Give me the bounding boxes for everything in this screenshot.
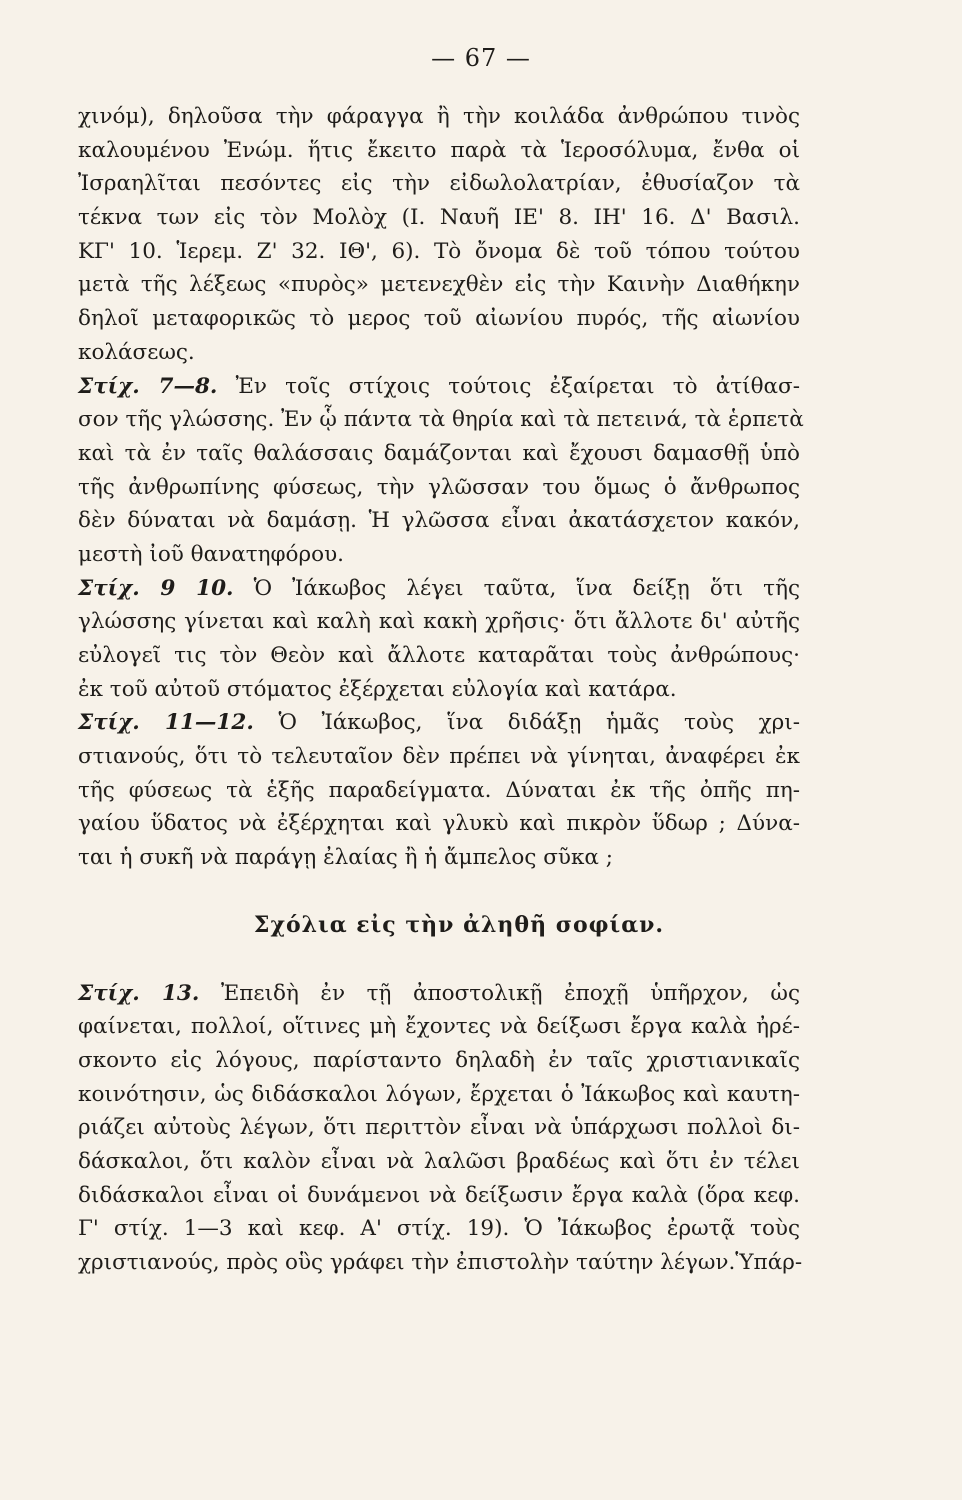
text-line: ΚΓ' 10. Ἱερεμ. Ζ' 32. ΙΘ', 6). Τὸ ὄνομα δὲ τοῦ τόπου τούτου xyxy=(78,238,800,264)
text-line: γαίου ὕδατος νὰ ἐξέρχηται καὶ γλυκὺ καὶ πικρὸν ὕδωρ ; Δύνα- xyxy=(78,811,800,837)
verse-reference: Στίχ. 11—12. xyxy=(78,710,254,736)
text-line: χινόμ), δηλοῦσα τὴν φάραγγα ἢ τὴν κοιλάδα ἀνθρώπου τινὸς xyxy=(78,104,800,129)
text-line: φαίνεται, πολλοί, οἵτινες μὴ ἔχοντες νὰ δείξωσι ἔργα καλὰ ἠρέ- xyxy=(78,1014,800,1040)
verse-reference: Στίχ. 13. xyxy=(78,980,200,1006)
verse-reference: Στίχ. 7—8. xyxy=(78,373,218,399)
paragraph-verses-11-12 xyxy=(78,706,800,874)
text-line: καὶ τὰ ἐν ταῖς θαλάσσαις δαμάζονται καὶ ἔχουσι δαμασθῇ ὑπὸ xyxy=(78,440,800,466)
text-line: μεστὴ ἰοῦ θανατηφόρου. xyxy=(78,541,344,567)
paragraph-verse-13 xyxy=(78,977,803,1280)
text-line: κολάσεως. xyxy=(78,339,195,365)
text-line: μετὰ τῆς λέξεως «πυρὸς» μετενεχθὲν εἰς τὴν Καινὴν Διαθήκην xyxy=(78,272,800,298)
text-line xyxy=(78,572,800,606)
text-line: σον τῆς γλώσσης. Ἐν ᾧ πάντα τὰ θηρία καὶ τὰ πετεινά, τὰ ἑρπετὰ xyxy=(78,407,804,433)
text-line: τῆς φύσεως τὰ ἑξῆς παραδείγματα. Δύναται ἐκ τῆς ὀπῆς πη- xyxy=(78,777,800,803)
text-run: Ἐν τοῖς στίχοις τούτοις ἐξαίρεται τὸ ἀτίθασ- xyxy=(217,373,800,399)
text-line: δὲν δύναται νὰ δαμάσῃ. Ἡ γλῶσσα εἶναι ἀκατάσχετον κακόν, xyxy=(78,508,800,534)
text-line: στιανούς, ὅτι τὸ τελευταῖον δὲν πρέπει νὰ γίνηται, ἀναφέρει ἐκ xyxy=(78,744,800,770)
text-line xyxy=(78,977,800,1011)
text-line: γλώσσης γίνεται καὶ καλὴ καὶ κακὴ χρῆσις· ὅτι ἄλλοτε δι' αὐτῆς xyxy=(78,609,800,635)
page-number: — 67 — xyxy=(431,44,531,72)
text-line: κοινότησιν, ὡς διδάσκαλοι λόγων, ἔρχεται ὁ Ἰάκωβος καὶ καυτη- xyxy=(78,1081,800,1107)
text-line: Ἰσραηλῖται πεσόντες εἰς τὴν εἰδωλολατρίαν, ἐθυσίαζον τὰ xyxy=(78,171,800,197)
text-run: Ὁ Ἰάκωβος λέγει ταῦτα, ἵνα δείξῃ ὅτι τῆς xyxy=(233,575,800,601)
text-line: καλουμένου Ἐνώμ. ἥτις ἔκειτο παρὰ τὰ Ἱεροσόλυμα, ἔνθα οἱ xyxy=(78,137,800,163)
text-line: δάσκαλοι, ὅτι καλὸν εἶναι νὰ λαλῶσι βραδέως καὶ ὅτι ἐν τέλει xyxy=(78,1148,800,1174)
paragraph-continuation xyxy=(78,100,800,370)
verse-reference: Στίχ. 9 10. xyxy=(78,575,234,601)
text-line: ἐκ τοῦ αὐτοῦ στόματος ἐξέρχεται εὐλογία καὶ κατάρα. xyxy=(78,676,677,702)
text-run: Ἐπειδὴ ἐν τῇ ἀποστολικῇ ἐποχῇ ὑπῆρχον, ὡς xyxy=(199,980,800,1006)
text-line: χριστιανούς, πρὸς οὓς γράφει τὴν ἐπιστολὴν ταύτην λέγων.Ὑπάρ- xyxy=(78,1250,803,1275)
section-heading: Σχόλια εἰς τὴν ἀληθῆ σοφίαν. xyxy=(253,911,665,938)
text-line: τῆς ἀνθρωπίνης φύσεως, τὴν γλῶσσαν του ὅμως ὁ ἄνθρωπος xyxy=(78,474,800,500)
paragraph-verses-9-10 xyxy=(78,572,800,707)
text-line: ται ἡ συκῆ νὰ παράγῃ ἐλαίας ἢ ἡ ἄμπελος σῦκα ; xyxy=(78,845,614,871)
text-line: διδάσκαλοι εἶναι οἱ δυνάμενοι νὰ δείξωσιν ἔργα καλὰ (ὅρα κεφ. xyxy=(78,1182,800,1208)
text-line: Γ' στίχ. 1—3 καὶ κεφ. Α' στίχ. 19). Ὁ Ἰάκωβος ἐρωτᾷ τοὺς xyxy=(78,1216,800,1242)
text-line: δηλοῖ μεταφορικῶς τὸ μερος τοῦ αἰωνίου πυρός, τῆς αἰωνίου xyxy=(78,306,800,332)
text-line xyxy=(78,370,800,404)
text-line: σκοντο εἰς λόγους, παρίσταντο δηλαδὴ ἐν ταῖς χριστιανικαῖς xyxy=(78,1047,800,1073)
text-line: εὐλογεῖ τις τὸν Θεὸν καὶ ἄλλοτε καταρᾶται τοὺς ἀνθρώπους· xyxy=(78,643,800,668)
text-run: Ὁ Ἰάκωβος, ἵνα διδάξῃ ἡμᾶς τοὺς χρι- xyxy=(253,710,800,736)
text-line: τέκνα των εἰς τὸν Μολὸχ (Ι. Ναυῆ ΙΕ' 8. ΙΗ' 16. Δ' Βασιλ. xyxy=(78,205,800,231)
page-body xyxy=(78,100,804,1280)
text-line: ριάζει αὐτοὺς λέγων, ὅτι περιττὸν εἶναι νὰ ὑπάρχωσι πολλοὶ δι- xyxy=(78,1115,800,1141)
paragraph-verses-7-8 xyxy=(78,370,804,572)
text-line xyxy=(78,706,800,740)
